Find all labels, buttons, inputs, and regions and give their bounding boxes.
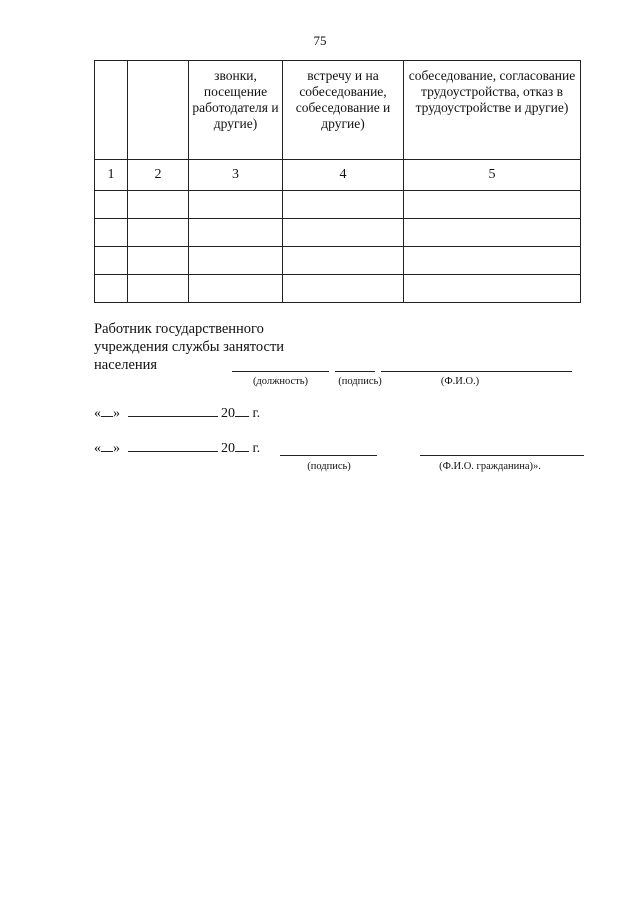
empty-cell[interactable] (128, 247, 189, 275)
month-blank[interactable] (128, 405, 218, 417)
empty-cell[interactable] (189, 191, 283, 219)
empty-cell[interactable] (95, 191, 128, 219)
empty-cell[interactable] (95, 219, 128, 247)
month-blank[interactable] (128, 440, 218, 452)
empty-cell[interactable] (128, 191, 189, 219)
table-row (95, 247, 581, 275)
employee-label-line-2: учреждения службы занятости (94, 339, 285, 355)
table-row (95, 275, 581, 303)
position-line[interactable] (232, 371, 329, 372)
name-caption: (Ф.И.О.) (440, 376, 480, 387)
column-number: 2 (128, 160, 189, 191)
date-line-2 (94, 440, 260, 457)
empty-cell[interactable] (189, 247, 283, 275)
empty-cell[interactable] (128, 219, 189, 247)
header-cell (95, 61, 128, 160)
date-line-1 (94, 405, 260, 422)
column-number: 1 (95, 160, 128, 191)
citizen-name-line[interactable] (420, 455, 584, 456)
empty-cell[interactable] (189, 219, 283, 247)
empty-cell[interactable] (404, 219, 581, 247)
page-number: 75 (313, 33, 327, 48)
empty-cell[interactable] (189, 275, 283, 303)
header-cell: собеседование, согласование трудоустройства, отказ в трудоустройстве и другие) (404, 61, 581, 160)
quote-open: « (94, 406, 101, 421)
quote-open: « (94, 441, 101, 456)
empty-cell[interactable] (283, 275, 404, 303)
column-number: 5 (404, 160, 581, 191)
empty-cell[interactable] (283, 247, 404, 275)
citizen-signature-line[interactable] (280, 455, 377, 456)
employee-label-line-3: населения (94, 357, 158, 373)
signature-caption: (подпись) (338, 376, 382, 387)
citizen-signature-caption: (подпись) (307, 461, 351, 472)
empty-cell[interactable] (404, 247, 581, 275)
quote-close: » (113, 441, 120, 456)
column-number: 3 (189, 160, 283, 191)
year-prefix: 20 (221, 441, 235, 456)
name-line[interactable] (381, 371, 572, 372)
empty-cell[interactable] (95, 275, 128, 303)
year-suffix: г. (252, 441, 261, 456)
empty-cell[interactable] (128, 275, 189, 303)
empty-cell[interactable] (404, 275, 581, 303)
report-table (94, 60, 581, 303)
empty-cell[interactable] (404, 191, 581, 219)
empty-cell[interactable] (283, 219, 404, 247)
signature-line[interactable] (335, 371, 375, 372)
year-suffix: г. (252, 406, 261, 421)
table-header-row (95, 61, 581, 160)
position-caption: (должность) (252, 376, 309, 387)
year-blank[interactable] (235, 440, 249, 452)
day-blank[interactable] (101, 440, 113, 452)
empty-cell[interactable] (283, 191, 404, 219)
quote-close: » (113, 406, 120, 421)
header-cell: встречу и на собеседование, собеседование и другие) (283, 61, 404, 160)
header-cell (128, 61, 189, 160)
employee-label-line-1: Работник государственного (94, 321, 264, 337)
table-row (95, 191, 581, 219)
table-row (95, 219, 581, 247)
year-blank[interactable] (235, 405, 249, 417)
header-cell: звонки, посещение работодателя и другие) (189, 61, 283, 160)
column-number-row (95, 160, 581, 191)
citizen-name-caption: (Ф.И.О. гражданина)». (439, 461, 541, 472)
column-number: 4 (283, 160, 404, 191)
empty-cell[interactable] (95, 247, 128, 275)
day-blank[interactable] (101, 405, 113, 417)
year-prefix: 20 (221, 406, 235, 421)
